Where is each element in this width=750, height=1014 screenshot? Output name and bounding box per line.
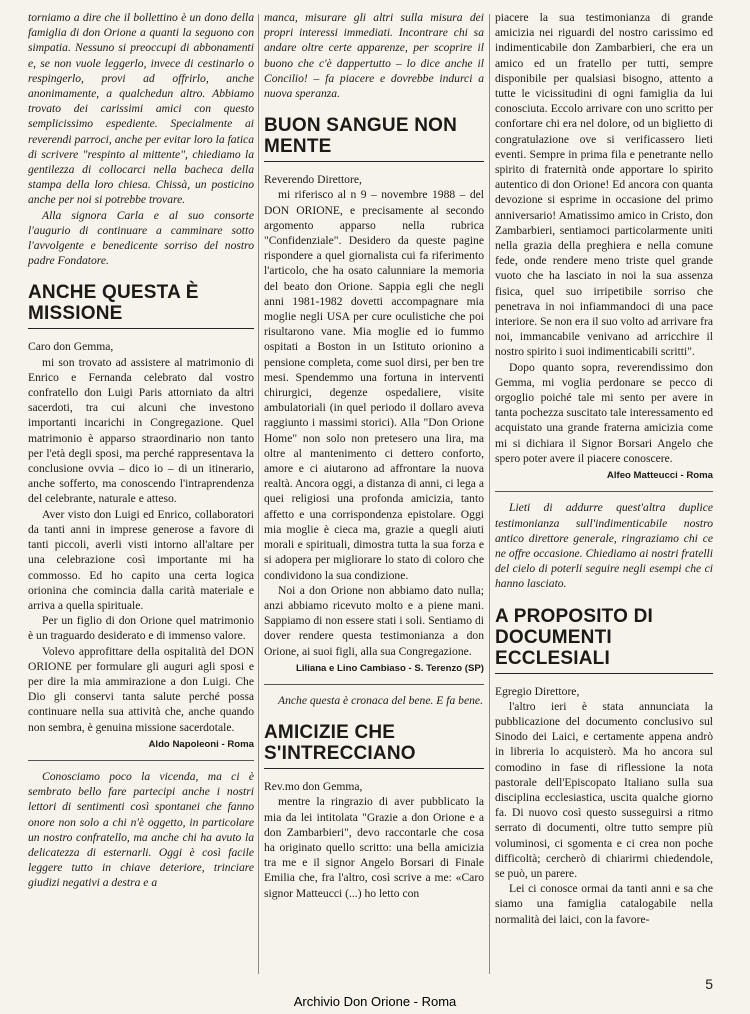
letter-paragraph: l'altro ieri è stata annunciata la pubblicazione del documento conclusivo sul Sinodo dei Laici, e certamente appena andrò in libreria lo acquisterò. Ma ho ancora sul comodino in fase di riflessione la nota pastorale dell'Episcopato Italiano sulla sua disciplina ecclesiastica, uscita qualche giorno fa. Di nuovo così questo susseguirsi a ritmo serrato di documenti, oltre tutto sempre più voluminosi, ci sgomenta e ci crea non poche difficoltà; cercherò di chiarirmi chiedendole, se può, un parere. bbox=[495, 699, 713, 880]
letter-paragraph: Volevo approfittare della ospitalità del DON ORIONE per formulare gli auguri agli sposi e per dire la mia ammirazione a don Luigi. Che Dio gli conservi tanta salute perché possa continuare nella sua attività che, anche quando non sembra, è genuina missione sacerdotale. bbox=[28, 644, 254, 734]
letter-salutation: Reverendo Direttore, bbox=[264, 173, 362, 187]
letter-signature: Liliana e Lino Cambiaso - S. Terenzo (SP) bbox=[296, 662, 484, 674]
letter-paragraph: Noi a don Orione non abbiamo dato nulla; anzi abbiamo ricevuto molto e a piene mani. Sappiamo di non essere stati i soli. Sentiamo di dover rendere questa testimonianza a don Orione, ai suoi figli, alla sua Congregazione. bbox=[264, 583, 484, 658]
editor-comment: Conosciamo poco la vicenda, ma ci è sembrato bello fare partecipi anche i nostri lettori di sentimenti così spontanei che fanno onore non solo a chi n'è oggetto, in particolare un nostro confratello, ma anche chi ha avuto la delicatezza di esternarli. Oggi è così facile leggere tutto in chiave deteriore, trinciare giudizi negativi a destra e a bbox=[28, 769, 254, 890]
column-divider bbox=[489, 14, 490, 974]
letter-paragraph: mentre la ringrazio di aver pubblicato la mia da lei intitolata "Grazie a don Orione e a don Zambarbieri", devo raccontarle che cosa ha originato quello scritto: una bella amicizia tra me e il signor Angelo Borsari di Finale Emilia che, fra l'altro, così scrive a me: «Caro signor Matteucci (...) ho letto con bbox=[264, 795, 484, 900]
column-1 bbox=[28, 10, 254, 891]
letter-paragraph: Lei ci conosce ormai da tanti anni e sa che siamo una famiglia catalogabile nella normalità dei laici, con la favore- bbox=[495, 882, 713, 926]
editor-comment: Anche questa è cronaca del bene. E fa bene. bbox=[278, 693, 483, 707]
article-heading: AMICIZIE CHE S'INTRECCIANO bbox=[264, 722, 484, 769]
divider bbox=[264, 684, 484, 685]
letter-paragraph: Dopo quanto sopra, reverendissimo don Gemma, mi voglia perdonare se pecco di orgoglio poiché tale mi sento per avere in tanta pochezza suscitato tale interessamento ed acquistato una grande fraterna amicizia come mi si dichiara il Signor Borsari Angelo che spero poter avere il piacere conoscere. bbox=[495, 360, 713, 465]
letter-salutation: Egregio Direttore, bbox=[495, 684, 580, 698]
letter-signature: Aldo Napoleoni - Roma bbox=[148, 738, 254, 750]
letter-paragraph: mi riferisco al n 9 – novembre 1988 – del DON ORIONE, e precisamente al secondo argomento apparso nella rubrica "Confidenziale". Desidero da queste pagine rispondere a quel giornalista cui fa riferimento l'articolo, che ha osato calunniare la memoria del beato don Orione. Sappia egli che negli anni 1981-1982 dovetti accompagnare mia moglie negli USA per cure oculistiche che poi risultarono vane. Mia moglie ed io fummo ospitati a Boston in un Istituto orionino a pensione completa, come suol dirsi, per ben tre mesi. Spendemmo una fortuna in interventi chirurgici, degenze ospedaliere, visite ambulatoriali (in quel periodo il dollaro aveva raggiunto i massimi storici). Alla "Don Orione Home" non solo non pretesero una lira, ma oltre al mantenimento ci dettero conforto, amore e ci aiutarono ad affrontare la nuova realtà. Ancora oggi, a distanza di anni, ci lega a quei religiosi una profonda amicizia, tanto affetto e una corrispondenza epistolare. Oggi mia moglie è cieca ma, grazie a quegli aiuti morali e spirituali, dimostra tutta la sua forza e si adopera per migliorare lo stato di coloro che condividono la sua condizione. bbox=[264, 188, 484, 582]
intro-comment: torniamo a dire che il bollettino è un dono della famiglia di don Orione a quanti la seguono con simpatia. Nessuno si preoccupi di abbonamenti e, se non vuole leggerlo, invece di cestinarlo o respingerlo, provi ad offrirlo, anche anonimamente, a qualchedun altro. Abbiamo trovato dei carissimi amici con questo semplicissimo espediente. Specialmente ai reverendi parroci, anche per evitar loro la fatica di scrivere "respinto al mittente", chiediamo la gentilezza di collocarci nella bacheca della stampa della loro chiesa. Chissà, un posticino anche per noi si potrebbe trovare. bbox=[28, 11, 254, 207]
column-2 bbox=[264, 10, 484, 901]
letter-paragraph: Aver visto don Luigi ed Enrico, collaboratori da tanti anni in imprese generose a favore di tanti piccoli, averli visti intorno all'altare per una celebrazione così importante mi ha commosso. Ed ho capito una certa logica orionina che comincia dalla carità materiale e arriva a quella spirituale. bbox=[28, 507, 254, 612]
article-heading: A PROPOSITO DI DOCUMENTI ECCLESIALI bbox=[495, 606, 713, 674]
intro-comment-end: Alla signora Carla e al suo consorte l'augurio di continuare a camminare sotto l'avvolgente e benedicente sorriso del nostro padre Fondatore. bbox=[28, 208, 254, 268]
column-3 bbox=[495, 10, 713, 927]
letter-paragraph: mi son trovato ad assistere al matrimonio di Enrico e Fernanda celebrato dal vostro confratello don Luigi Paris attorniato da altri sacerdoti, tra cui alcuni che investono importanti incarichi in Congregazione. Quel matrimonio è apparso straordinario non tanto per l'età degli sposi, ma perché rappresentava la conclusione ovvia – dico io – di un itinerario, anche sofferto, ma conoscendo l'intraprendenza del celebrante, naturale e atteso. bbox=[28, 355, 254, 506]
editor-comment: Lieti di addurre quest'altra duplice testimonianza sull'indimenticabile nostro antico direttore generale, ringraziamo chi ce ne offre occasione. Chiediamo ai nostri fratelli del cielo di poterli seguire negli esempi che ci hanno lasciato. bbox=[495, 501, 713, 591]
article-heading: BUON SANGUE NON MENTE bbox=[264, 115, 484, 162]
editor-comment-cont: manca, misurare gli altri sulla misura dei propri interessi immediati. Incontrare chi sa andare oltre certe apparenze, per scoprire il buono che c'è dappertutto – lo dice anche il Concilio! – fa piacere e dovrebbe indurci a nuova speranza. bbox=[264, 11, 484, 101]
page-number: 5 bbox=[705, 976, 713, 992]
divider bbox=[495, 491, 713, 492]
archive-footer: Archivio Don Orione - Roma bbox=[293, 994, 457, 1009]
letter-signature: Alfeo Matteucci - Roma bbox=[606, 470, 713, 482]
divider bbox=[28, 760, 254, 761]
letter-paragraph-cont: piacere la sua testimonianza di grande amicizia nei riguardi del nostro carissimo ed indimenticabile don Zambarbieri, che era un amico ed un fratello per tutti, sempre disponibile per qualsiasi bisogno, attento a tutte le vicissitudini di ogni famiglia da lui conosciuta. Eccolo arrivare con uno scritto per confortare chi era nel dolore, od un biglietto di congratulazione ove si verificassero lieti eventi. Sempre in prima fila e penetrante nello spirito di fraternità onde apportare lo spirito autentico di don Orione! Ed ancora con quanta devozione si esprime in occasione del primo anniversario! Amatissimo amico in Cristo, don Zambarbieri, sentiamoci particolarmente uniti nella grazia della preghiera e nella comune fede, onde rendere meno triste quel grande vuoto che ha lasciato in noi la sua assenza fisica, quel suo irripetibile sorriso che penetrava in noi infiammandoci di una pace interiore. Se non era il suo volto ad arrivare fra noi, immancabile venivano ad arricchire il nostro spirito i suoi indimenticabili scritti". bbox=[495, 11, 713, 359]
letter-salutation: Caro don Gemma, bbox=[28, 340, 114, 354]
letter-salutation: Rev.mo don Gemma, bbox=[264, 780, 363, 794]
article-heading: ANCHE QUESTA È MISSIONE bbox=[28, 282, 254, 329]
column-divider bbox=[258, 14, 259, 974]
letter-paragraph: Per un figlio di don Orione quel matrimonio è un traguardo desiderato e di immenso valore. bbox=[28, 614, 254, 643]
